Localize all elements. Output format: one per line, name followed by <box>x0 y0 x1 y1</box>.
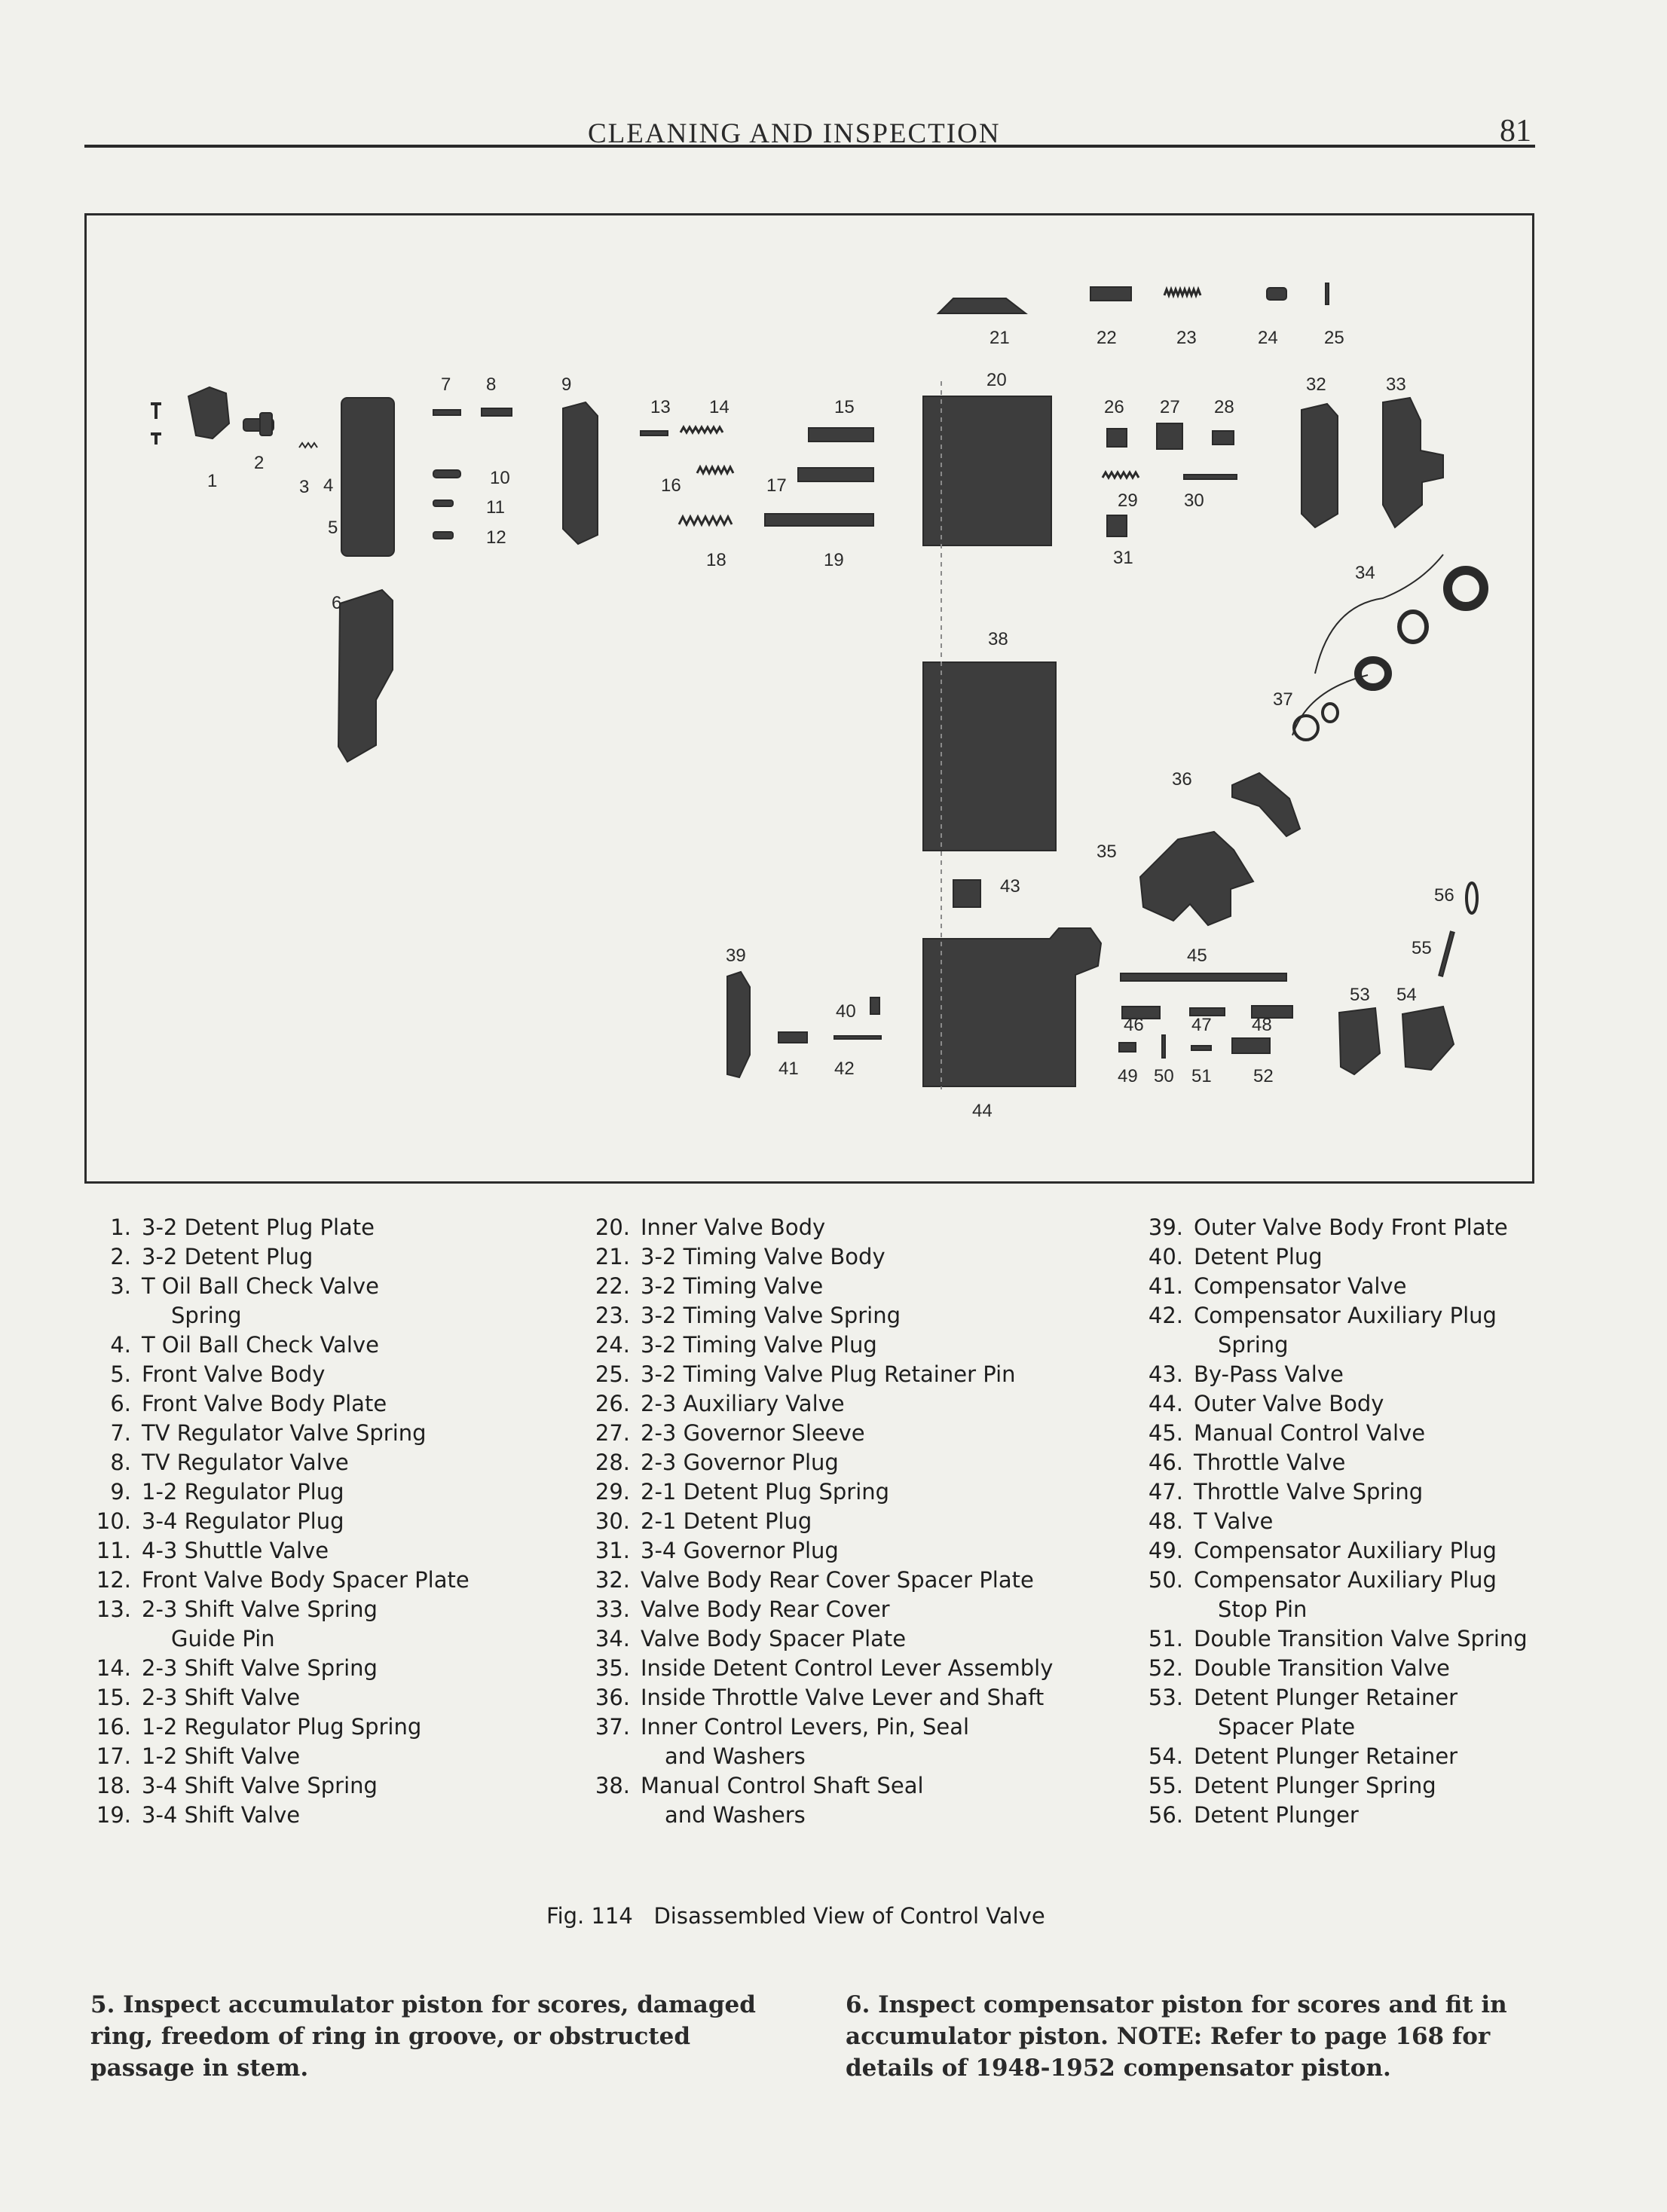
legend-item <box>90 1801 470 1830</box>
part-28-shape <box>1213 431 1234 445</box>
part-40-shape <box>870 998 879 1014</box>
legend-item-label: 1-2 Regulator Plug Spring <box>142 1714 422 1740</box>
part-14-shape <box>681 427 723 432</box>
legend-item-number: 5. <box>110 1361 131 1387</box>
legend-item <box>90 1683 470 1712</box>
legend-item-label: Compensator Auxiliary Plug <box>1194 1538 1497 1563</box>
callout-11: 11 <box>486 497 505 518</box>
part-10-shape <box>433 500 453 506</box>
legend-item <box>90 1331 470 1360</box>
legend-item-label: Front Valve Body Spacer Plate <box>142 1567 470 1593</box>
legend-item-number: 17. <box>96 1743 131 1769</box>
legend-item-label: 1-2 Regulator Plug <box>142 1479 344 1505</box>
legend-item-number: 29. <box>595 1479 630 1505</box>
part-18-shape <box>679 517 732 524</box>
exploded-view-illustration <box>87 215 1532 1181</box>
legend-item-label: 2-3 Shift Valve Spring <box>142 1596 378 1622</box>
legend-item-label: 3-2 Detent Plug <box>142 1244 314 1269</box>
part-16-shape <box>697 467 733 473</box>
legend-item-number: 12. <box>96 1567 131 1593</box>
legend-item-number: 50. <box>1148 1567 1183 1593</box>
legend-item-label: Detent Plunger Retainer <box>1194 1743 1458 1769</box>
part-52-shape <box>1232 1038 1270 1053</box>
part-21-shape <box>938 298 1026 313</box>
legend-item-number: 30. <box>595 1508 630 1534</box>
legend-item <box>1139 1624 1528 1654</box>
callout-17: 17 <box>766 475 787 496</box>
legend-item <box>90 1712 470 1742</box>
part-56-shape <box>1467 883 1477 913</box>
legend-item <box>586 1771 1053 1801</box>
legend-item-label: Front Valve Body Plate <box>142 1391 387 1416</box>
legend-item-number: 7. <box>110 1420 131 1446</box>
legend-item-number: 2. <box>110 1244 131 1269</box>
legend-item-label: 2-3 Shift Valve Spring <box>142 1655 378 1681</box>
legend-item-label: 2-3 Auxiliary Valve <box>641 1391 845 1416</box>
callout-36: 36 <box>1172 769 1192 790</box>
legend-item <box>1139 1507 1528 1536</box>
callout-20: 20 <box>986 370 1007 390</box>
legend-item-number: 22. <box>595 1273 630 1299</box>
part-53-shape <box>1339 1008 1380 1074</box>
legend-item-label: Inner Control Levers, Pin, Seal <box>641 1714 970 1740</box>
legend-item <box>1139 1683 1528 1712</box>
part-38-seal-1 <box>1448 570 1484 606</box>
legend-item <box>1139 1213 1528 1242</box>
legend-item-number: 3. <box>110 1273 131 1299</box>
part-44-shape <box>923 928 1101 1086</box>
legend-item-label: 3-2 Timing Valve Body <box>641 1244 885 1269</box>
part-24-shape <box>1267 288 1286 300</box>
legend-item-number: 20. <box>595 1214 630 1240</box>
legend-item <box>90 1742 470 1771</box>
legend-item <box>1139 1301 1528 1331</box>
legend-item-label: Throttle Valve <box>1194 1450 1346 1475</box>
part-19-shape <box>765 514 873 526</box>
legend-item <box>586 1683 1053 1712</box>
legend-item-number: 44. <box>1148 1391 1183 1416</box>
part-35-shape <box>1140 832 1253 925</box>
legend-item <box>1139 1477 1528 1507</box>
callout-31: 31 <box>1113 548 1133 568</box>
legend-item-continuation: and Washers <box>665 1743 806 1769</box>
legend-item <box>90 1507 470 1536</box>
part-12-shape <box>563 402 598 544</box>
legend-column-3 <box>1139 1213 1528 1830</box>
callout-46: 46 <box>1124 1015 1144 1035</box>
callout-34: 34 <box>1355 563 1375 583</box>
part-38-seal-3 <box>1358 660 1388 687</box>
legend-item-label: Detent Plug <box>1194 1244 1323 1269</box>
legend-item <box>586 1360 1053 1389</box>
legend-item <box>90 1654 470 1683</box>
exploded-view-figure <box>84 213 1534 1184</box>
legend-item-continuation: Guide Pin <box>171 1626 275 1651</box>
part-42-shape <box>834 1036 881 1039</box>
legend-item-label: Throttle Valve Spring <box>1194 1479 1424 1505</box>
callout-4: 4 <box>323 475 334 496</box>
callout-38: 38 <box>988 629 1008 649</box>
legend-item-number: 40. <box>1148 1244 1183 1269</box>
legend-item <box>90 1536 470 1566</box>
part-45-shape <box>1121 973 1286 981</box>
legend-item-label: 2-1 Detent Plug <box>641 1508 812 1534</box>
legend-item <box>586 1272 1053 1301</box>
callout-16: 16 <box>661 475 681 496</box>
legend-item <box>90 1477 470 1507</box>
part-9-shape <box>433 470 460 478</box>
part-54-shape <box>1402 1007 1454 1070</box>
part-20-shape <box>923 396 1051 545</box>
legend-item-number: 21. <box>595 1244 630 1269</box>
legend-item <box>90 1771 470 1801</box>
part-31-shape <box>1107 515 1127 536</box>
legend-item-number: 35. <box>595 1655 630 1681</box>
legend-item <box>586 1301 1053 1331</box>
paragraph-6: 6. Inspect compensator piston for scores and fit in accumulator piston. NOTE: Refer to page 168 for details of 1948-1952 compensator piston. <box>846 1991 1507 2082</box>
callout-18: 18 <box>706 550 726 570</box>
part-36-shape <box>1232 773 1300 836</box>
legend-item-label: T Oil Ball Check Valve <box>142 1273 379 1299</box>
legend-item-label: Detent Plunger Retainer <box>1194 1685 1458 1710</box>
legend-item-continuation: Spring <box>1218 1332 1289 1358</box>
legend-item-number: 4. <box>110 1332 131 1358</box>
part-15-shape <box>809 428 873 441</box>
legend-item-label: Inner Valve Body <box>641 1214 826 1240</box>
callout-3: 3 <box>299 477 310 497</box>
legend-item-number: 36. <box>595 1685 630 1710</box>
legend-item-label: 3-2 Timing Valve Plug Retainer Pin <box>641 1361 1016 1387</box>
legend-item-label: Double Transition Valve <box>1194 1655 1450 1681</box>
callout-14: 14 <box>709 397 730 417</box>
callout-50: 50 <box>1154 1066 1174 1086</box>
callout-22: 22 <box>1097 328 1117 348</box>
legend-item <box>1139 1536 1528 1566</box>
callout-49: 49 <box>1118 1066 1138 1086</box>
legend-item <box>586 1419 1053 1448</box>
legend-item-number: 24. <box>595 1332 630 1358</box>
legend-item-number: 28. <box>595 1450 630 1475</box>
legend-item-number: 6. <box>110 1391 131 1416</box>
legend-item-label: Valve Body Rear Cover <box>641 1596 890 1622</box>
legend-item-number: 1. <box>110 1214 131 1240</box>
callout-29: 29 <box>1118 490 1138 511</box>
part-30-shape <box>1184 475 1237 479</box>
legend-item-label: TV Regulator Valve <box>142 1450 349 1475</box>
legend-item <box>586 1242 1053 1272</box>
legend-item-label: 2-3 Governor Sleeve <box>641 1420 865 1446</box>
part-13-shape <box>641 431 668 435</box>
legend-item <box>1139 1566 1528 1595</box>
legend-item-number: 39. <box>1148 1214 1183 1240</box>
legend-item-number: 43. <box>1148 1361 1183 1387</box>
callout-30: 30 <box>1184 490 1204 511</box>
callout-37: 37 <box>1273 689 1293 710</box>
page-number: 81 <box>1500 114 1531 148</box>
legend-item <box>1139 1389 1528 1419</box>
legend-item-continuation: and Washers <box>665 1802 806 1828</box>
legend-item-label: 3-2 Timing Valve Spring <box>641 1303 901 1328</box>
legend-item-number: 23. <box>595 1303 630 1328</box>
legend-item-number: 42. <box>1148 1303 1183 1328</box>
legend-item-number: 19. <box>96 1802 131 1828</box>
callout-15: 15 <box>834 397 855 417</box>
callout-41: 41 <box>778 1059 799 1079</box>
legend-item <box>1139 1419 1528 1448</box>
page-title: CLEANING AND INSPECTION <box>588 118 1001 149</box>
legend-item-label: 3-4 Regulator Plug <box>142 1508 344 1534</box>
callout-24: 24 <box>1258 328 1278 348</box>
legend-item-number: 13. <box>96 1596 131 1622</box>
legend-item-label: Inside Throttle Valve Lever and Shaft <box>641 1685 1045 1710</box>
legend-item <box>586 1477 1053 1507</box>
legend-item <box>1139 1448 1528 1477</box>
legend-item <box>586 1566 1053 1595</box>
legend-item-number: 41. <box>1148 1273 1183 1299</box>
part-22-shape <box>1090 287 1131 301</box>
legend-item-number: 48. <box>1148 1508 1183 1534</box>
part-3-shape <box>299 443 317 448</box>
callout-48: 48 <box>1252 1015 1272 1035</box>
legend-item-number: 26. <box>595 1391 630 1416</box>
part-6-shape <box>338 590 393 762</box>
callout-47: 47 <box>1191 1015 1212 1035</box>
part-32-shape <box>1301 404 1338 527</box>
part-11-shape <box>433 532 453 539</box>
legend-item-number: 52. <box>1148 1655 1183 1681</box>
legend-item-label: Compensator Auxiliary Plug <box>1194 1303 1497 1328</box>
callout-28: 28 <box>1214 397 1234 417</box>
legend-item <box>1139 1360 1528 1389</box>
legend-item-label: Compensator Auxiliary Plug <box>1194 1567 1497 1593</box>
legend-item <box>586 1712 1053 1742</box>
part-1-shape <box>188 387 229 438</box>
legend-item <box>1139 1801 1528 1830</box>
legend-item-continuation: Spacer Plate <box>1218 1714 1356 1740</box>
callout-52: 52 <box>1253 1066 1274 1086</box>
part-51-shape <box>1191 1046 1211 1050</box>
legend-item-continuation: Spring <box>171 1303 242 1328</box>
callout-21: 21 <box>989 328 1010 348</box>
legend-item-label: T Oil Ball Check Valve <box>142 1332 379 1358</box>
part-27-shape <box>1157 423 1182 449</box>
part-38-seal-2 <box>1399 612 1427 642</box>
legend-item-number: 8. <box>110 1450 131 1475</box>
part-17-shape <box>798 468 873 481</box>
legend-column-2 <box>586 1213 1053 1830</box>
part-50-shape <box>1162 1035 1165 1058</box>
callout-45: 45 <box>1187 946 1207 966</box>
legend-item-label: Outer Valve Body Front Plate <box>1194 1214 1508 1240</box>
part-37-shape <box>1294 716 1318 740</box>
legend-item-number: 32. <box>595 1567 630 1593</box>
legend-item-number: 49. <box>1148 1538 1183 1563</box>
legend-item-number: 37. <box>595 1714 630 1740</box>
callout-33: 33 <box>1386 374 1406 395</box>
part-5-shape <box>341 398 394 556</box>
legend-item-label: T Valve <box>1194 1508 1274 1534</box>
legend-item <box>586 1331 1053 1360</box>
callout-1: 1 <box>207 471 218 491</box>
callout-56: 56 <box>1434 885 1454 906</box>
legend-item-label: Detent Plunger <box>1194 1802 1359 1828</box>
legend-item <box>90 1242 470 1272</box>
legend-item-label: Manual Control Shaft Seal <box>641 1773 924 1798</box>
legend-item-number: 55. <box>1148 1773 1183 1798</box>
legend-item-label: Compensator Valve <box>1194 1273 1407 1299</box>
part-29-shape <box>1103 472 1139 478</box>
legend-item-label: 3-4 Governor Plug <box>641 1538 839 1563</box>
figure-caption: Fig. 114 Disassembled View of Control Valve <box>546 1903 1045 1929</box>
legend-item-label: 3-2 Timing Valve Plug <box>641 1332 877 1358</box>
callout-44: 44 <box>972 1101 993 1121</box>
part-7-shape <box>433 410 460 415</box>
part-49-shape <box>1119 1043 1136 1052</box>
part-25-shape <box>1326 283 1329 304</box>
legend-item-label: Detent Plunger Spring <box>1194 1773 1436 1798</box>
legend-item-label: 3-2 Detent Plug Plate <box>142 1214 375 1240</box>
legend-item <box>586 1624 1053 1654</box>
legend-item-number: 27. <box>595 1420 630 1446</box>
paragraph-5: 5. Inspect accumulator piston for scores, damaged ring, freedom of ring in groove, or obstructed passage in stem. <box>90 1991 756 2082</box>
callout-51: 51 <box>1191 1066 1212 1086</box>
legend-item-label: Manual Control Valve <box>1194 1420 1426 1446</box>
legend-item-label: 1-2 Shift Valve <box>142 1743 301 1769</box>
legend-item-number: 33. <box>595 1596 630 1622</box>
callout-19: 19 <box>824 550 844 570</box>
legend-item-number: 15. <box>96 1685 131 1710</box>
legend-item <box>586 1448 1053 1477</box>
callout-25: 25 <box>1324 328 1344 348</box>
callout-42: 42 <box>834 1059 855 1079</box>
callout-39: 39 <box>726 946 746 966</box>
legend-item-label: 4-3 Shuttle Valve <box>142 1538 329 1563</box>
legend-item-label: 3-4 Shift Valve Spring <box>142 1773 378 1798</box>
legend-item-number: 18. <box>96 1773 131 1798</box>
legend-item-number: 9. <box>110 1479 131 1505</box>
legend-item <box>90 1448 470 1477</box>
callout-54: 54 <box>1396 985 1417 1005</box>
callout-26: 26 <box>1104 397 1124 417</box>
legend-item-label: Valve Body Rear Cover Spacer Plate <box>641 1567 1034 1593</box>
legend-item-label: 3-2 Timing Valve <box>641 1273 824 1299</box>
legend-item <box>90 1360 470 1389</box>
callout-5: 5 <box>328 518 338 538</box>
legend-item-number: 16. <box>96 1714 131 1740</box>
part-43-shape <box>953 880 980 907</box>
legend-item <box>1139 1654 1528 1683</box>
legend-item-label: 2-1 Detent Plug Spring <box>641 1479 890 1505</box>
legend-item-label: 3-4 Shift Valve <box>142 1802 301 1828</box>
legend-item <box>586 1536 1053 1566</box>
legend-item-label: Inside Detent Control Lever Assembly <box>641 1655 1054 1681</box>
legend-item <box>1139 1742 1528 1771</box>
part-8-shape <box>482 408 512 416</box>
callout-10: 10 <box>490 468 510 488</box>
part-t-marks-shape <box>151 404 161 445</box>
callout-8: 8 <box>486 374 497 395</box>
callout-12: 12 <box>486 527 506 548</box>
callout-2: 2 <box>254 453 265 473</box>
callout-23: 23 <box>1176 328 1197 348</box>
callout-6: 6 <box>332 593 342 613</box>
legend-item-number: 10. <box>96 1508 131 1534</box>
legend-item <box>1139 1771 1528 1801</box>
callout-43: 43 <box>1000 876 1020 897</box>
legend-item <box>90 1389 470 1419</box>
legend-item-continuation: Stop Pin <box>1218 1596 1308 1622</box>
callout-13: 13 <box>650 397 671 417</box>
legend-item <box>586 1595 1053 1624</box>
legend-item-number: 14. <box>96 1655 131 1681</box>
legend-item <box>90 1595 470 1624</box>
legend-item-number: 51. <box>1148 1626 1183 1651</box>
legend-item-label: Front Valve Body <box>142 1361 326 1387</box>
legend-item <box>90 1272 470 1301</box>
legend-item <box>586 1507 1053 1536</box>
header-rule <box>84 145 1535 148</box>
part-39-shape <box>727 972 750 1077</box>
legend-item-number: 38. <box>595 1773 630 1798</box>
callout-27: 27 <box>1160 397 1180 417</box>
legend-item-number: 25. <box>595 1361 630 1387</box>
part-34-shape <box>923 662 1056 851</box>
part-33-shape <box>1383 398 1443 527</box>
legend-item <box>90 1213 470 1242</box>
callout-35: 35 <box>1097 842 1117 862</box>
legend-item <box>586 1389 1053 1419</box>
part-41-shape <box>778 1032 807 1043</box>
legend-item-label: 2-3 Shift Valve <box>142 1685 301 1710</box>
part-26-shape <box>1107 429 1127 447</box>
legend-item-label: Outer Valve Body <box>1194 1391 1384 1416</box>
legend-item-number: 47. <box>1148 1479 1183 1505</box>
legend-item <box>90 1566 470 1595</box>
part-23-shape <box>1164 289 1201 295</box>
callout-7: 7 <box>441 374 451 395</box>
legend-column-1 <box>90 1213 470 1830</box>
part-55-shape <box>1439 932 1454 976</box>
legend-item-number: 54. <box>1148 1743 1183 1769</box>
legend-item <box>90 1419 470 1448</box>
legend-item-label: By-Pass Valve <box>1194 1361 1344 1387</box>
legend-item-number: 46. <box>1148 1450 1183 1475</box>
legend-item-number: 11. <box>96 1538 131 1563</box>
callout-53: 53 <box>1350 985 1370 1005</box>
legend-item-label: Valve Body Spacer Plate <box>641 1626 907 1651</box>
legend-item-label: Double Transition Valve Spring <box>1194 1626 1528 1651</box>
legend-item-number: 31. <box>595 1538 630 1563</box>
legend-item-number: 34. <box>595 1626 630 1651</box>
legend-item-number: 45. <box>1148 1420 1183 1446</box>
legend-item-number: 56. <box>1148 1802 1183 1828</box>
callout-40: 40 <box>836 1001 856 1022</box>
legend-item <box>1139 1242 1528 1272</box>
part-38-wire <box>1315 555 1443 674</box>
legend-item-label: 2-3 Governor Plug <box>641 1450 839 1475</box>
callout-9: 9 <box>561 374 572 395</box>
legend-item-label: TV Regulator Valve Spring <box>142 1420 427 1446</box>
callout-55: 55 <box>1412 938 1432 958</box>
legend-item <box>1139 1272 1528 1301</box>
legend-item-number: 53. <box>1148 1685 1183 1710</box>
legend-item <box>586 1654 1053 1683</box>
callout-32: 32 <box>1306 374 1326 395</box>
legend-item <box>586 1213 1053 1242</box>
